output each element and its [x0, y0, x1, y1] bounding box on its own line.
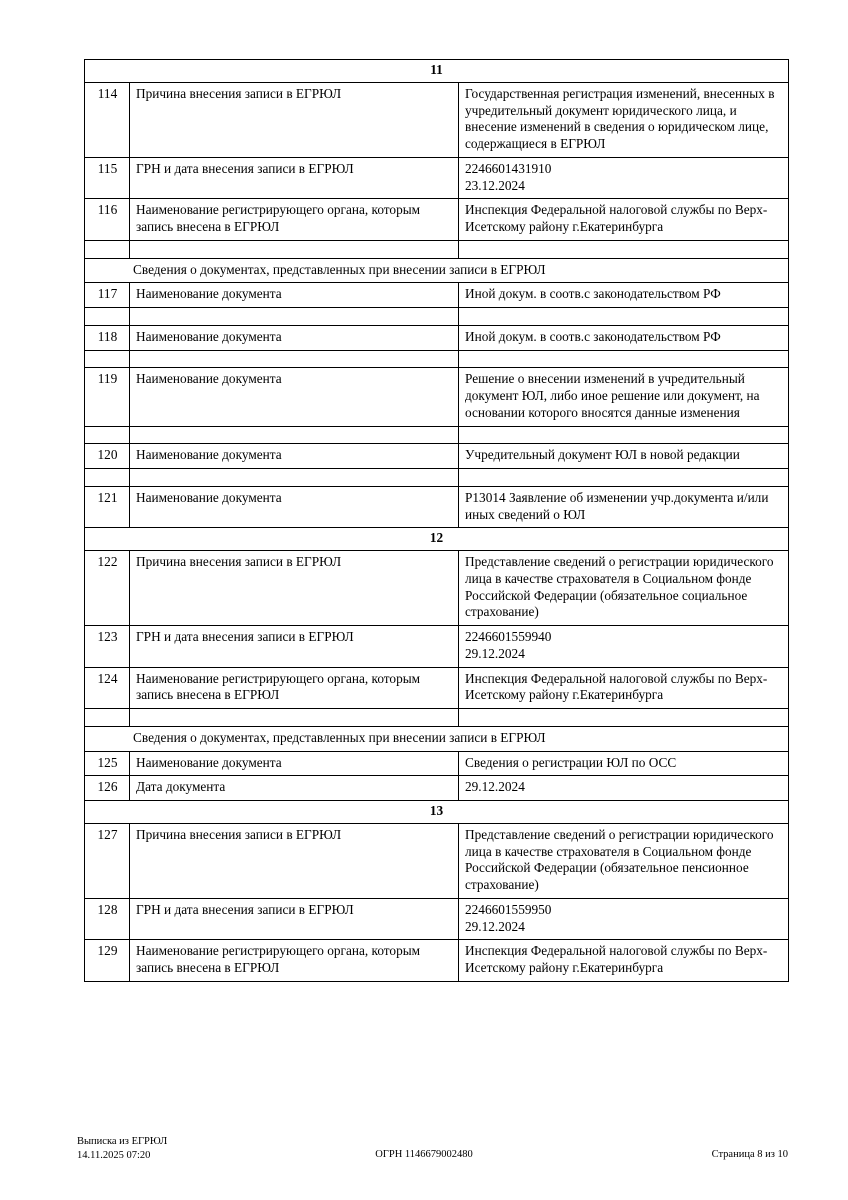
subsection-header-label: Сведения о документах, представленных при внесении записи в ЕГРЮЛ	[85, 258, 789, 283]
footer-ogrn: ОГРН 1146679002480	[375, 1149, 473, 1160]
row-field-name: ГРН и дата внесения записи в ЕГРЮЛ	[130, 898, 459, 940]
row-field-value: Представление сведений о регистрации юридического лица в качестве страхователя в Социальном фонде Российской Федерации (обязательное пенсионное страхование)	[459, 823, 789, 898]
spacer-row	[85, 426, 789, 444]
spacer-cell	[459, 350, 789, 368]
row-number: 121	[85, 486, 130, 528]
spacer-row	[85, 308, 789, 326]
row-field-value: Представление сведений о регистрации юридического лица в качестве страхователя в Социальном фонде Российской Федерации (обязательное социальное страхование)	[459, 551, 789, 626]
row-number: 127	[85, 823, 130, 898]
table-row	[85, 444, 789, 469]
footer-document-title: Выписка из ЕГРЮЛ	[77, 1136, 168, 1147]
table-row	[85, 325, 789, 350]
spacer-cell	[130, 469, 459, 487]
row-field-value: Инспекция Федеральной налоговой службы по Верх-Исетскому району г.Екатеринбурга	[459, 199, 789, 241]
table-body	[85, 60, 789, 982]
spacer-cell	[459, 426, 789, 444]
table-row	[85, 940, 789, 982]
row-field-name: ГРН и дата внесения записи в ЕГРЮЛ	[130, 626, 459, 668]
row-number: 116	[85, 199, 130, 241]
footer-page-number: Страница 8 из 10	[711, 1149, 788, 1160]
spacer-cell	[130, 240, 459, 258]
table-row	[85, 751, 789, 776]
section-header-row	[85, 60, 789, 83]
section-header-label: 12	[85, 528, 789, 551]
section-header-label: 11	[85, 60, 789, 83]
table-row	[85, 626, 789, 668]
row-field-value: 2246601559950 29.12.2024	[459, 898, 789, 940]
table-row	[85, 157, 789, 199]
section-header-row	[85, 801, 789, 824]
spacer-row	[85, 469, 789, 487]
row-number: 117	[85, 283, 130, 308]
row-number: 114	[85, 82, 130, 157]
row-field-value: Решение о внесении изменений в учредительный документ ЮЛ, либо иное решение или документ, на основании которого вносятся данные изменения	[459, 368, 789, 426]
spacer-cell	[85, 240, 130, 258]
row-field-value: Государственная регистрация изменений, внесенных в учредительный документ юридического лица, и внесение изменений в сведения о юридическом лице, содержащиеся в ЕГРЮЛ	[459, 82, 789, 157]
table-row	[85, 368, 789, 426]
row-number: 126	[85, 776, 130, 801]
table-row	[85, 667, 789, 709]
row-field-value: Иной докум. в соотв.с законодательством РФ	[459, 325, 789, 350]
row-field-value: Учредительный документ ЮЛ в новой редакции	[459, 444, 789, 469]
row-field-name: Наименование регистрирующего органа, которым запись внесена в ЕГРЮЛ	[130, 199, 459, 241]
row-number: 125	[85, 751, 130, 776]
row-number: 124	[85, 667, 130, 709]
spacer-row	[85, 350, 789, 368]
section-header-label: 13	[85, 801, 789, 824]
table-row	[85, 898, 789, 940]
spacer-cell	[85, 350, 130, 368]
row-field-name: Наименование регистрирующего органа, которым запись внесена в ЕГРЮЛ	[130, 940, 459, 982]
section-header-row	[85, 528, 789, 551]
row-field-value: 2246601431910 23.12.2024	[459, 157, 789, 199]
row-number: 129	[85, 940, 130, 982]
row-field-name: Причина внесения записи в ЕГРЮЛ	[130, 82, 459, 157]
row-number: 115	[85, 157, 130, 199]
row-number: 120	[85, 444, 130, 469]
row-field-name: Причина внесения записи в ЕГРЮЛ	[130, 551, 459, 626]
row-field-name: Наименование документа	[130, 486, 459, 528]
table-row	[85, 283, 789, 308]
row-field-name: Наименование документа	[130, 325, 459, 350]
table-row	[85, 823, 789, 898]
row-field-name: Наименование регистрирующего органа, которым запись внесена в ЕГРЮЛ	[130, 667, 459, 709]
subsection-header-row	[85, 258, 789, 283]
row-field-name: Причина внесения записи в ЕГРЮЛ	[130, 823, 459, 898]
spacer-cell	[459, 469, 789, 487]
row-number: 123	[85, 626, 130, 668]
spacer-cell	[85, 426, 130, 444]
table-row	[85, 199, 789, 241]
subsection-header-label: Сведения о документах, представленных при внесении записи в ЕГРЮЛ	[85, 726, 789, 751]
spacer-row	[85, 240, 789, 258]
row-number: 128	[85, 898, 130, 940]
spacer-cell	[459, 709, 789, 727]
spacer-cell	[130, 350, 459, 368]
row-field-value: 2246601559940 29.12.2024	[459, 626, 789, 668]
row-field-value: Сведения о регистрации ЮЛ по ОСС	[459, 751, 789, 776]
table-row	[85, 551, 789, 626]
egrul-records-table	[84, 59, 789, 982]
table-row	[85, 776, 789, 801]
row-field-value: Инспекция Федеральной налоговой службы по Верх-Исетскому району г.Екатеринбурга	[459, 940, 789, 982]
footer-datetime: 14.11.2025 07:20	[77, 1150, 151, 1162]
row-field-name: Наименование документа	[130, 368, 459, 426]
subsection-header-row	[85, 726, 789, 751]
row-field-value: 29.12.2024	[459, 776, 789, 801]
row-field-name: Дата документа	[130, 776, 459, 801]
spacer-row	[85, 709, 789, 727]
spacer-cell	[85, 709, 130, 727]
spacer-cell	[130, 709, 459, 727]
row-field-value: Инспекция Федеральной налоговой службы по Верх-Исетскому району г.Екатеринбурга	[459, 667, 789, 709]
row-field-name: Наименование документа	[130, 283, 459, 308]
spacer-cell	[459, 308, 789, 326]
row-field-value: Иной докум. в соотв.с законодательством РФ	[459, 283, 789, 308]
table-row	[85, 82, 789, 157]
table-row	[85, 486, 789, 528]
spacer-cell	[85, 308, 130, 326]
spacer-cell	[130, 308, 459, 326]
spacer-cell	[85, 469, 130, 487]
row-number: 122	[85, 551, 130, 626]
row-field-name: Наименование документа	[130, 751, 459, 776]
row-field-value: Р13014 Заявление об изменении учр.документа и/или иных сведений о ЮЛ	[459, 486, 789, 528]
row-field-name: Наименование документа	[130, 444, 459, 469]
spacer-cell	[130, 426, 459, 444]
spacer-cell	[459, 240, 789, 258]
row-number: 118	[85, 325, 130, 350]
row-number: 119	[85, 368, 130, 426]
row-field-name: ГРН и дата внесения записи в ЕГРЮЛ	[130, 157, 459, 199]
